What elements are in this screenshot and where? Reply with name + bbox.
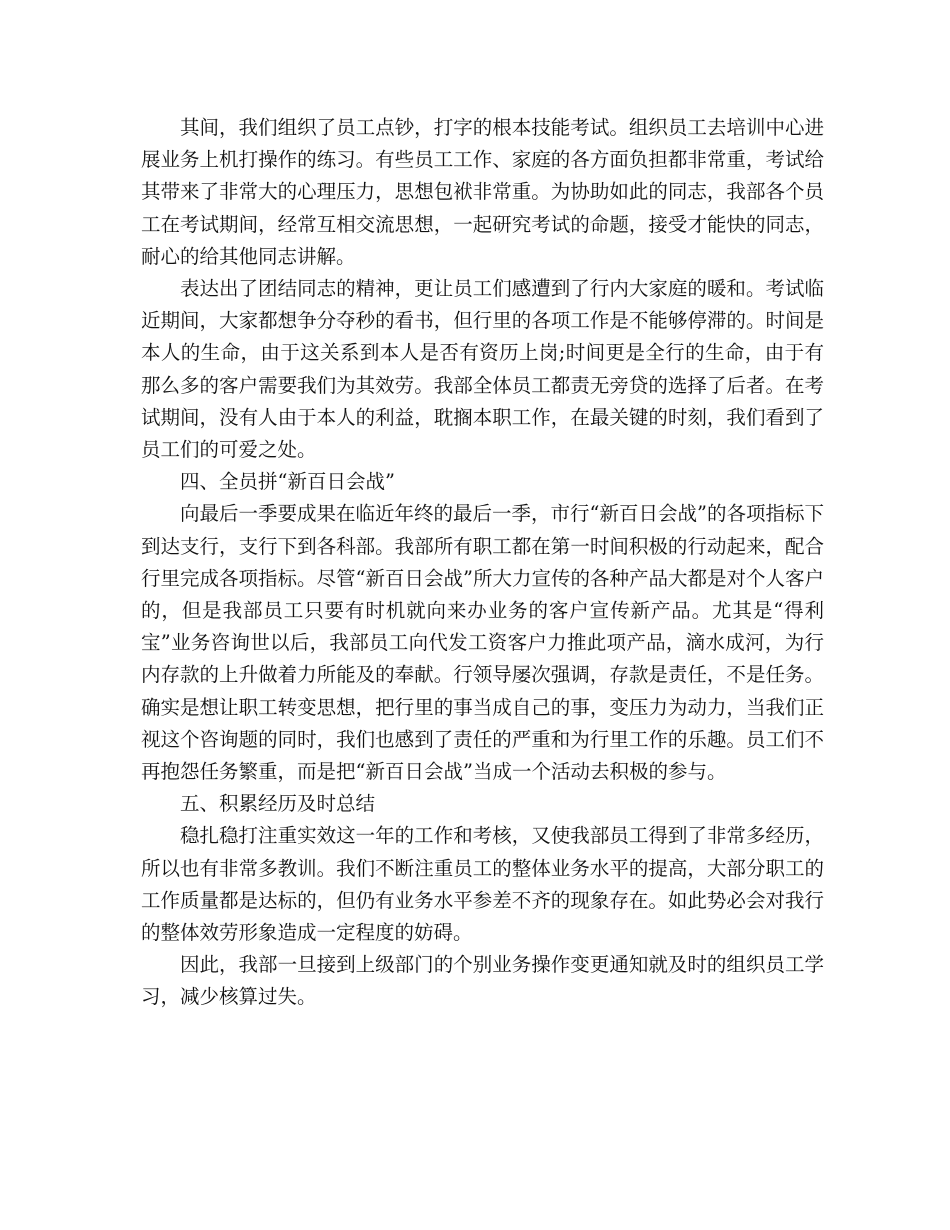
section-heading-5: 五、积累经历及时总结 [180,792,376,816]
paragraph-training-followup: 因此，我部一旦接到上级部门的个别业务操作变更通知就及时的组织员工学习，减少核算过失。 [141,953,824,1009]
paragraph-exam-organization: 其间，我们组织了员工点钞，打字的根本技能考试。组织员工去培训中心进展业务上机打操作的练习。有些员工工作、家庭的各方面负担都非常重，考试给其带来了非常大的心理压力，思想包袱非常重。为协助如此的同志，我部各个员工在考试期间，经常互相交流思想，一起研究考试的命题，接受才能快的同志，耐心的给其他同志讲解。 [141,116,824,268]
paragraph-experience-summary: 稳扎稳打注重实效这一年的工作和考核，又使我部员工得到了非常多经历，所以也有非常多教训。我们不断注重员工的整体业务水平的提高，大部分职工的工作质量都是达标的，但仍有业务水平参差不齐的现象存在。如此势必会对我行的整体效劳形象造成一定程度的妨碍。 [141,824,824,945]
paragraph-team-spirit: 表达出了团结同志的精神，更让员工们感遭到了行内大家庭的暖和。考试临近期间，大家都想争分夺秒的看书，但行里的各项工作是不能够停滞的。时间是本人的生命，由于这关系到本人是否有资历上岗;时间更是全行的生命，由于有那么多的客户需要我们为其效劳。我部全体员工都责无旁贷的选择了后者。在考试期间，没有人由于本人的利益，耽搁本职工作，在最关键的时刻，我们看到了员工们的可爱之处。 [141,277,824,462]
document-body [141,112,824,1014]
paragraph-hundred-day-campaign: 向最后一季要成果在临近年终的最后一季，市行“新百日会战”的各项指标下到达支行，支行下到各科部。我部所有职工都在第一时间积极的行动起来，配合行里完成各项指标。尽管“新百日会战”所大力宣传的各种产品大都是对个人客户的，但是我部员工只要有时机就向来办业务的客户宣传新产品。尤其是“得利宝”业务咨询世以后，我部员工向代发工资客户力推此项产品，滴水成河，为行内存款的上升做着力所能及的奉献。行领导屡次强调，存款是责任，不是任务。确实是想让职工转变思想，把行里的事当成自己的事，变压力为动力，当我们正视这个咨询题的同时，我们也感到了责任的严重和为行里工作的乐趣。员工们不再抱怨任务繁重，而是把“新百日会战”当成一个活动去积极的参与。 [141,502,824,784]
section-heading-4: 四、全员拼“新百日会战” [180,470,395,494]
